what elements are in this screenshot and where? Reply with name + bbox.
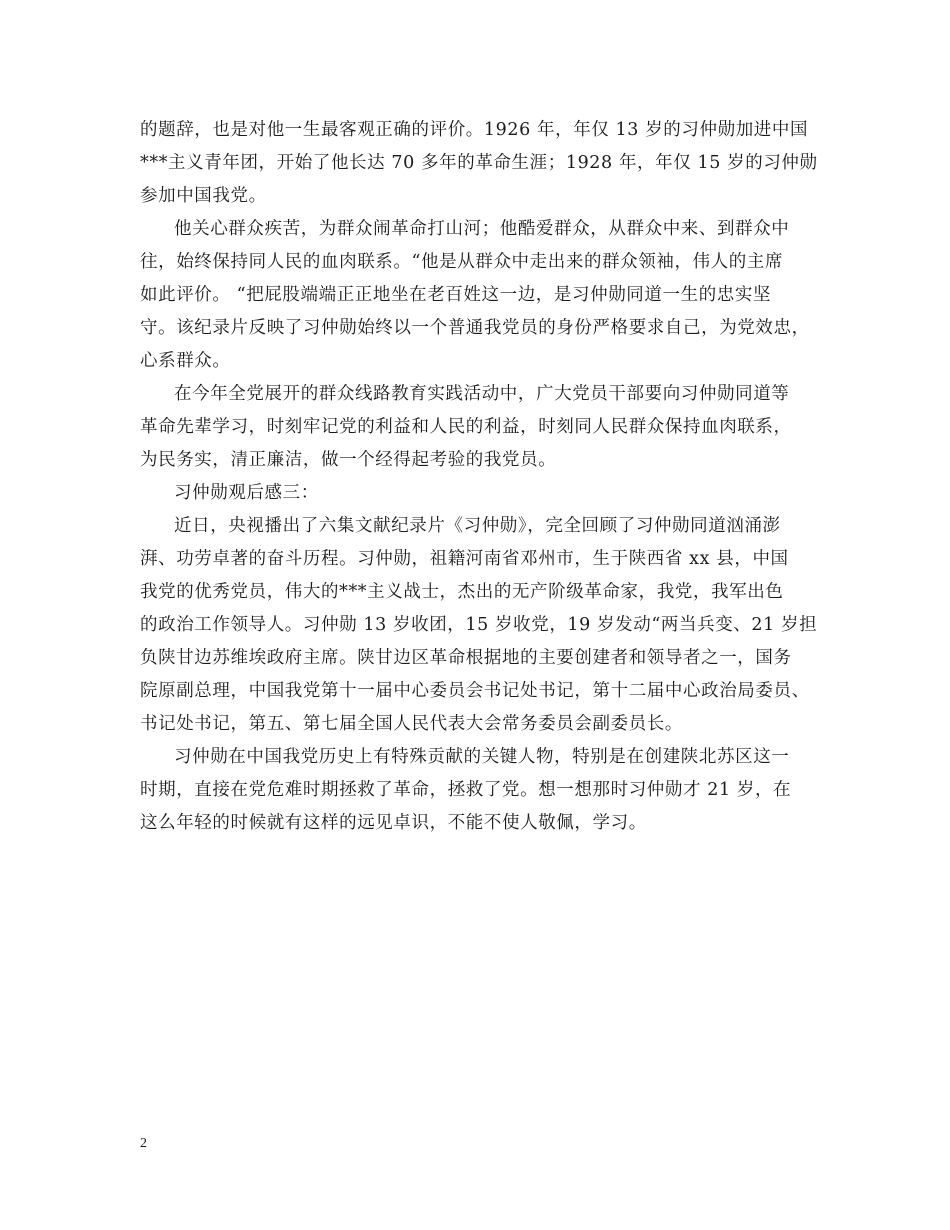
text-line: 湃、功劳卓著的奋斗历程。习仲勋，祖籍河南省邓州市，生于陕西省 xx 县，中国 xyxy=(140,549,789,569)
text-line: 书记处书记，第五、第七届全国人民代表大会常务委员会副委员长。 xyxy=(140,714,683,734)
text-line: 负陕甘边苏维埃政府主席。陕甘边区革命根据地的主要创建者和领导者之一，国务 xyxy=(140,648,792,668)
text-line: 为民务实，清正廉洁，做一个经得起考验的我党员。 xyxy=(140,450,557,470)
document-body xyxy=(140,114,820,840)
paragraph-first-line: 他关心群众疾苦，为群众闹革命打山河；他酷爱群众，从群众中来、到群众中 xyxy=(174,219,790,239)
text-line: 的政治工作领导人。习仲勋 13 岁收团，15 岁收党，19 岁发动“两当兵变、21 岁担 xyxy=(140,615,818,635)
paragraph-first-line: 近日，央视播出了六集文献纪录片《习仲勋》，完全回顾了习仲勋同道汹涌澎 xyxy=(174,516,781,536)
text-line: ***主义青年团，开始了他长达 70 多年的革命生涯；1928 年，年仅 15 岁的习仲勋 xyxy=(140,153,818,173)
section-heading: 习仲勋观后感三： xyxy=(174,483,319,503)
text-line: 这么年轻的时候就有这样的远见卓识，不能不使人敬佩，学习。 xyxy=(140,813,647,833)
paragraph-first-line: 习仲勋在中国我党历史上有特殊贡献的关键人物，特别是在创建陕北苏区这一 xyxy=(174,747,790,767)
page-number: 2 xyxy=(140,1136,147,1151)
text-line: 的题辞，也是对他一生最客观正确的评价。1926 年，年仅 13 岁的习仲勋加进中国 xyxy=(140,120,809,140)
text-line: 心系群众。 xyxy=(140,351,231,371)
text-line: 我党的优秀党员，伟大的***主义战士，杰出的无产阶级革命家，我党，我军出色 xyxy=(140,582,784,602)
text-line: 参加中国我党。 xyxy=(140,186,267,206)
text-line: 往，始终保持同人民的血肉联系。“他是从群众中走出来的群众领袖，伟人的主席 xyxy=(140,252,784,272)
text-line: 时期，直接在党危难时期拯救了革命，拯救了党。想一想那时习仲勋才 21 岁，在 xyxy=(140,780,792,800)
text-line: 革命先辈学习，时刻牢记党的利益和人民的利益，时刻同人民群众保持血肉联系， xyxy=(140,417,792,437)
text-line: 院原副总理，中国我党第十一届中心委员会书记处书记，第十二届中心政治局委员、 xyxy=(140,681,810,701)
text-line: 守。该纪录片反映了习仲勋始终以一个普通我党员的身份严格要求自己，为党效忠， xyxy=(140,318,810,338)
paragraph-first-line: 在今年全党展开的群众线路教育实践活动中，广大党员干部要向习仲勋同道等 xyxy=(174,384,790,404)
text-line: 如此评价。 “把屁股端端正正地坐在老百姓这一边，是习仲勋同道一生的忠实坚 xyxy=(140,285,772,305)
